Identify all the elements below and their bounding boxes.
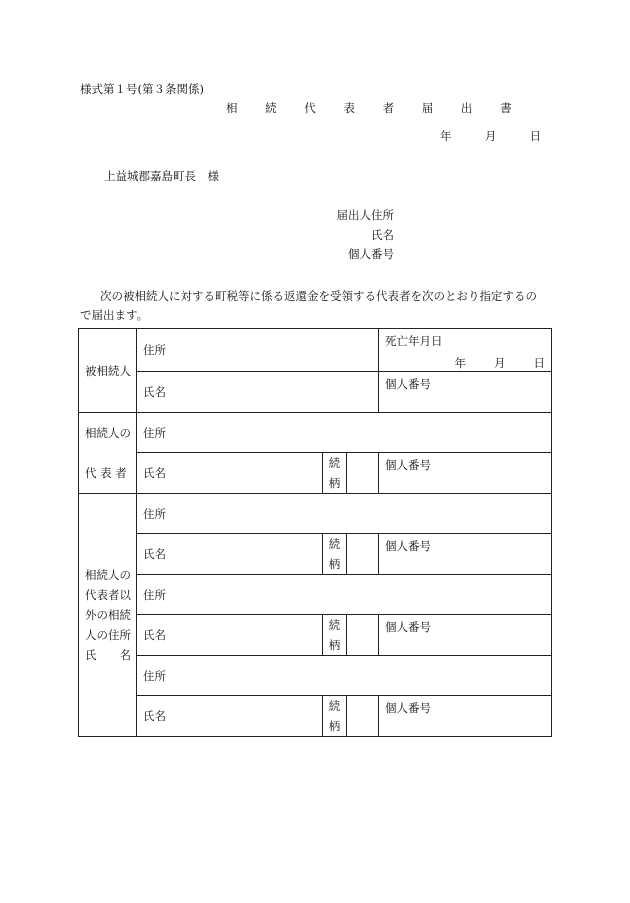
representative-relation-input[interactable] <box>347 453 379 494</box>
heir3-number-cell[interactable] <box>379 696 552 737</box>
heir1-address-cell[interactable] <box>137 494 552 534</box>
heir3-relation-input[interactable] <box>347 696 379 737</box>
heir2-number-label: 個人番号 <box>385 620 431 634</box>
heir1-relation-input[interactable] <box>347 534 379 575</box>
applicant-block <box>337 206 395 265</box>
date-year: 年 <box>440 129 452 143</box>
decedent-name-label: 氏名 <box>143 385 166 399</box>
document-title: 相 続 代 表 者 届 出 書 <box>226 101 524 115</box>
heir2-relation-input[interactable] <box>347 615 379 656</box>
heir3-number-label: 個人番号 <box>385 701 431 715</box>
heir1-number-cell[interactable] <box>379 534 552 575</box>
representative-number-cell[interactable] <box>379 453 552 494</box>
body-text-line2: で届出ます。 <box>80 308 149 322</box>
other-heirs-label: 相続人の 代表者以 外の相続 人の住所 氏 名 <box>79 494 137 737</box>
representative-label-2: 代 表 者 <box>79 453 137 494</box>
death-date-cell[interactable] <box>379 329 552 372</box>
heir3-address-cell[interactable] <box>137 656 552 696</box>
form-number: 様式第１号(第３条関係) <box>80 82 204 96</box>
applicant-number-label: 個人番号 <box>348 247 394 261</box>
decedent-address-label: 住所 <box>143 343 166 357</box>
representative-relation-label: 続 柄 <box>323 453 347 494</box>
heir1-name-cell[interactable] <box>137 534 323 575</box>
representative-label-1: 相続人の <box>79 413 137 453</box>
heir2-name-cell[interactable] <box>137 615 323 656</box>
death-year: 年 <box>454 356 466 370</box>
representative-address-label: 住所 <box>143 425 166 440</box>
representative-address-cell[interactable] <box>137 413 552 453</box>
date-month: 月 <box>484 129 497 143</box>
applicant-name-label: 氏名 <box>371 227 394 242</box>
applicant-address-label: 届出人住所 <box>336 208 394 222</box>
heir3-name-cell[interactable] <box>137 696 323 737</box>
decedent-number-label: 個人番号 <box>385 377 431 391</box>
date-day: 日 <box>529 129 542 143</box>
heir1-address-label: 住所 <box>143 506 166 521</box>
heir3-name-label: 氏名 <box>143 709 166 723</box>
representative-name-cell[interactable] <box>137 453 323 494</box>
representative-name-label: 氏名 <box>143 466 166 480</box>
body-text-line1: 次の被相続人に対する町税等に係る返還金を受領する代表者を次のとおり指定するの <box>100 289 537 303</box>
heir3-address-label: 住所 <box>143 668 166 683</box>
death-day: 日 <box>533 356 545 370</box>
heir2-relation-label: 続 柄 <box>323 615 347 656</box>
addressee: 上益城郡嘉島町長 様 <box>104 169 219 183</box>
date-line <box>440 128 541 144</box>
heir1-relation-label: 続 柄 <box>323 534 347 575</box>
decedent-label: 被相続人 <box>79 329 137 413</box>
death-month: 月 <box>494 356 506 370</box>
representative-number-label: 個人番号 <box>385 458 431 472</box>
death-date-label: 死亡年月日 <box>385 334 443 348</box>
heir1-number-label: 個人番号 <box>385 539 431 553</box>
decedent-name-cell[interactable] <box>137 372 379 413</box>
decedent-address-cell[interactable] <box>137 329 379 372</box>
heir2-address-label: 住所 <box>143 587 166 602</box>
heir2-number-cell[interactable] <box>379 615 552 656</box>
heir1-name-label: 氏名 <box>143 547 166 561</box>
death-date-fields <box>385 355 545 371</box>
heir2-name-label: 氏名 <box>143 628 166 642</box>
heir-table <box>78 328 552 737</box>
decedent-number-cell[interactable] <box>379 372 552 413</box>
heir2-address-cell[interactable] <box>137 575 552 615</box>
heir3-relation-label: 続 柄 <box>323 696 347 737</box>
